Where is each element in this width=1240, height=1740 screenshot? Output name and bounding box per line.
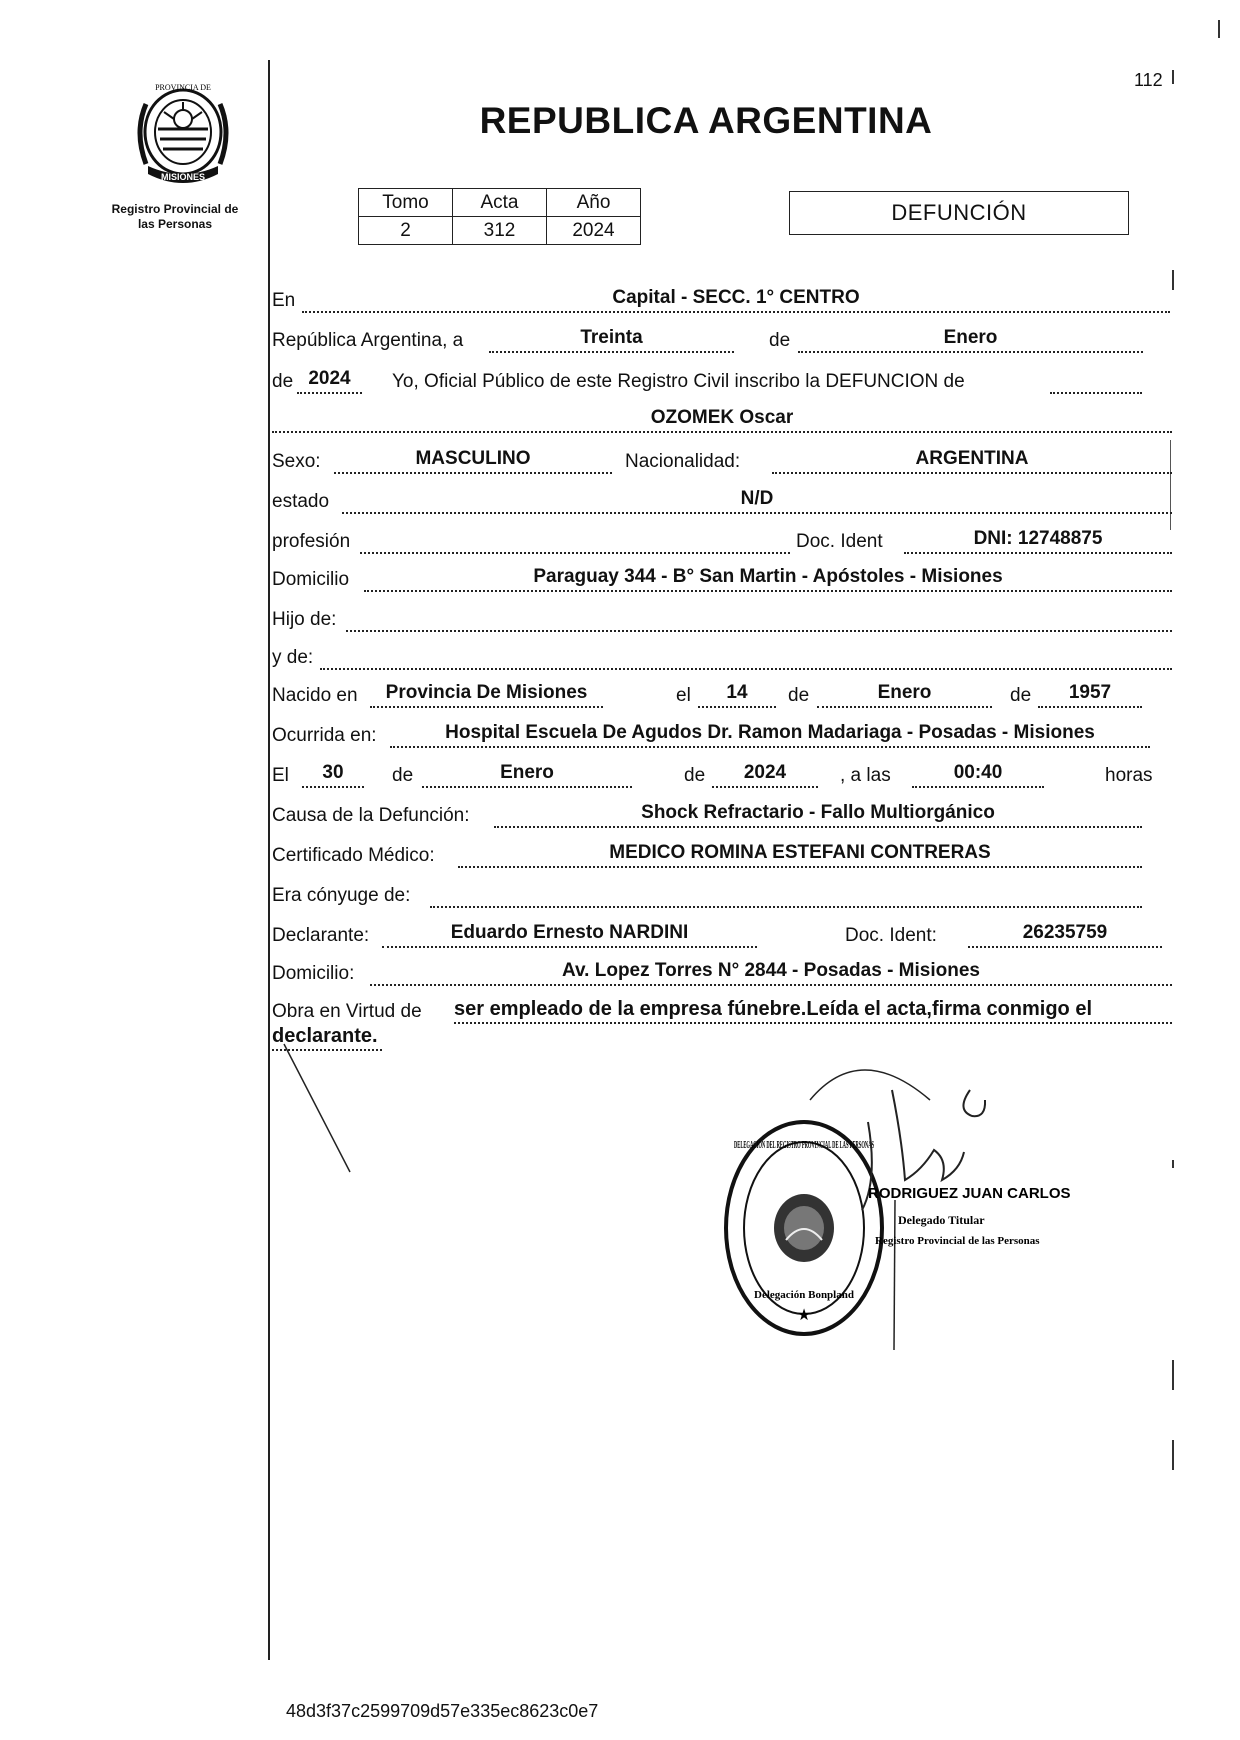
declarante-domicilio-value: Av. Lopez Torres N° 2844 - Posadas - Misiones — [562, 960, 980, 981]
book-reference-table — [358, 188, 641, 245]
cancel-stroke — [280, 1040, 360, 1180]
row-obra: Obra en Virtud de ser empleado de la empresa fúnebre.Leída el acta,firma conmigo el — [272, 998, 1172, 1026]
death-day-value: 30 — [322, 762, 344, 783]
year-value: 2024 — [308, 368, 351, 389]
seal-text-bottom: Delegación Bonpland — [754, 1289, 854, 1301]
tomo-value: 2 — [359, 217, 453, 245]
obra-value: ser empleado de la empresa fúnebre.Leída el acta,firma conmigo el — [454, 998, 1093, 1020]
anio-header: Año — [547, 189, 641, 217]
official-seal — [726, 1122, 882, 1334]
row-conyuge: Era cónyuge de: — [272, 882, 1172, 910]
provincial-coat-of-arms-logo — [128, 74, 238, 192]
declarante-value: Eduardo Ernesto NARDINI — [450, 922, 689, 943]
obra-value-cont: declarante. — [272, 1025, 378, 1047]
domicilio-value: Paraguay 344 - B° San Martin - Apóstoles - Misiones — [533, 566, 1003, 587]
row-certificado: Certificado Médico: MEDICO ROMINA ESTEFANI CONTRERAS — [272, 842, 1172, 870]
row-declarante: Declarante: Eduardo Ernesto NARDINI Doc. Ident: 26235759 — [272, 922, 1172, 950]
certificado-value: MEDICO ROMINA ESTEFANI CONTRERAS — [609, 842, 991, 863]
birth-month-value: Enero — [877, 682, 932, 703]
row-decl-domicilio: Domicilio: Av. Lopez Torres N° 2844 - Posadas - Misiones — [272, 960, 1172, 988]
logo-text-top: PROVINCIA DE — [155, 83, 211, 92]
acta-header: Acta — [453, 189, 547, 217]
causa-value: Shock Refractario - Fallo Multiorgánico — [641, 802, 995, 823]
record-type-box: DEFUNCIÓN — [789, 191, 1129, 235]
row-estado: estado N/D — [272, 488, 1172, 516]
birth-day-value: 14 — [726, 682, 748, 703]
tomo-header: Tomo — [359, 189, 453, 217]
month-value: Enero — [943, 327, 998, 348]
row-yo: de 2024 Yo, Oficial Público de este Registro Civil inscribo la DEFUNCION de — [272, 368, 1172, 396]
row-ocurrida: Ocurrida en: Hospital Escuela De Agudos Dr. Ramon Madariaga - Posadas - Misiones — [272, 722, 1172, 750]
deceased-name: OZOMEK Oscar — [650, 407, 794, 428]
birth-year-value: 1957 — [1068, 682, 1112, 703]
row-nombre — [272, 407, 1172, 435]
row-profesion: profesión Doc. Ident DNI: 12748875 — [272, 528, 1172, 556]
svg-text:★: ★ — [796, 1307, 812, 1324]
left-margin-line — [268, 60, 270, 1660]
place-value: Capital - SECC. 1° CENTRO — [612, 287, 860, 308]
day-text-value: Treinta — [580, 327, 643, 348]
signature-and-seal — [630, 1060, 1150, 1350]
signer-name: RODRIGUEZ JUAN CARLOS — [868, 1185, 1071, 1202]
row-fecha: República Argentina, a Treinta de Enero — [272, 327, 1172, 355]
acta-value: 312 — [453, 217, 547, 245]
row-nacido: Nacido en Provincia De Misiones el 14 de Enero de 1957 — [272, 682, 1172, 710]
sexo-value: MASCULINO — [415, 448, 531, 469]
registry-name: Registro Provincial de las Personas — [111, 202, 239, 231]
estado-value: N/D — [740, 488, 774, 509]
page-title: REPUBLICA ARGENTINA — [479, 100, 933, 141]
signer-role: Delegado Titular — [898, 1213, 985, 1227]
logo-text-bottom: MISIONES — [160, 172, 206, 182]
page-number: 112 — [1134, 70, 1163, 90]
row-hijo: Hijo de: — [272, 606, 1172, 634]
row-domicilio: Domicilio Paraguay 344 - B° San Martin - Apóstoles - Misiones — [272, 566, 1172, 594]
row-causa: Causa de la Defunción: Shock Refractario - Fallo Multiorgánico — [272, 802, 1172, 830]
death-month-value: Enero — [500, 762, 554, 783]
birthplace-value: Provincia De Misiones — [385, 682, 588, 703]
declarante-doc-value: 26235759 — [1022, 922, 1108, 943]
death-time-value: 00:40 — [953, 762, 1003, 783]
death-year-value: 2024 — [743, 762, 787, 783]
ocurrida-value: Hospital Escuela De Agudos Dr. Ramon Madariaga - Posadas - Misiones — [445, 722, 1095, 743]
document-hash: 48d3f37c2599709d57e335ec8623c0e7 — [286, 1701, 599, 1721]
doc-ident-value: DNI: 12748875 — [973, 528, 1103, 549]
signer-org: Registro Provincial de las Personas — [875, 1235, 1040, 1247]
row-yde: y de: — [272, 644, 1172, 672]
seal-text-top: DELEGACION DEL REGISTRO PROVINCIAL DE LAS PERSONAS — [734, 1140, 875, 1151]
row-fecha-defuncion: El 30 de Enero de 2024 , a las 00:40 horas — [272, 762, 1153, 786]
nacionalidad-value: ARGENTINA — [915, 448, 1029, 469]
anio-value: 2024 — [547, 217, 641, 245]
row-sexo: Sexo: MASCULINO Nacionalidad: ARGENTINA — [272, 448, 1172, 476]
row-en: En Capital - SECC. 1° CENTRO — [272, 287, 1172, 315]
